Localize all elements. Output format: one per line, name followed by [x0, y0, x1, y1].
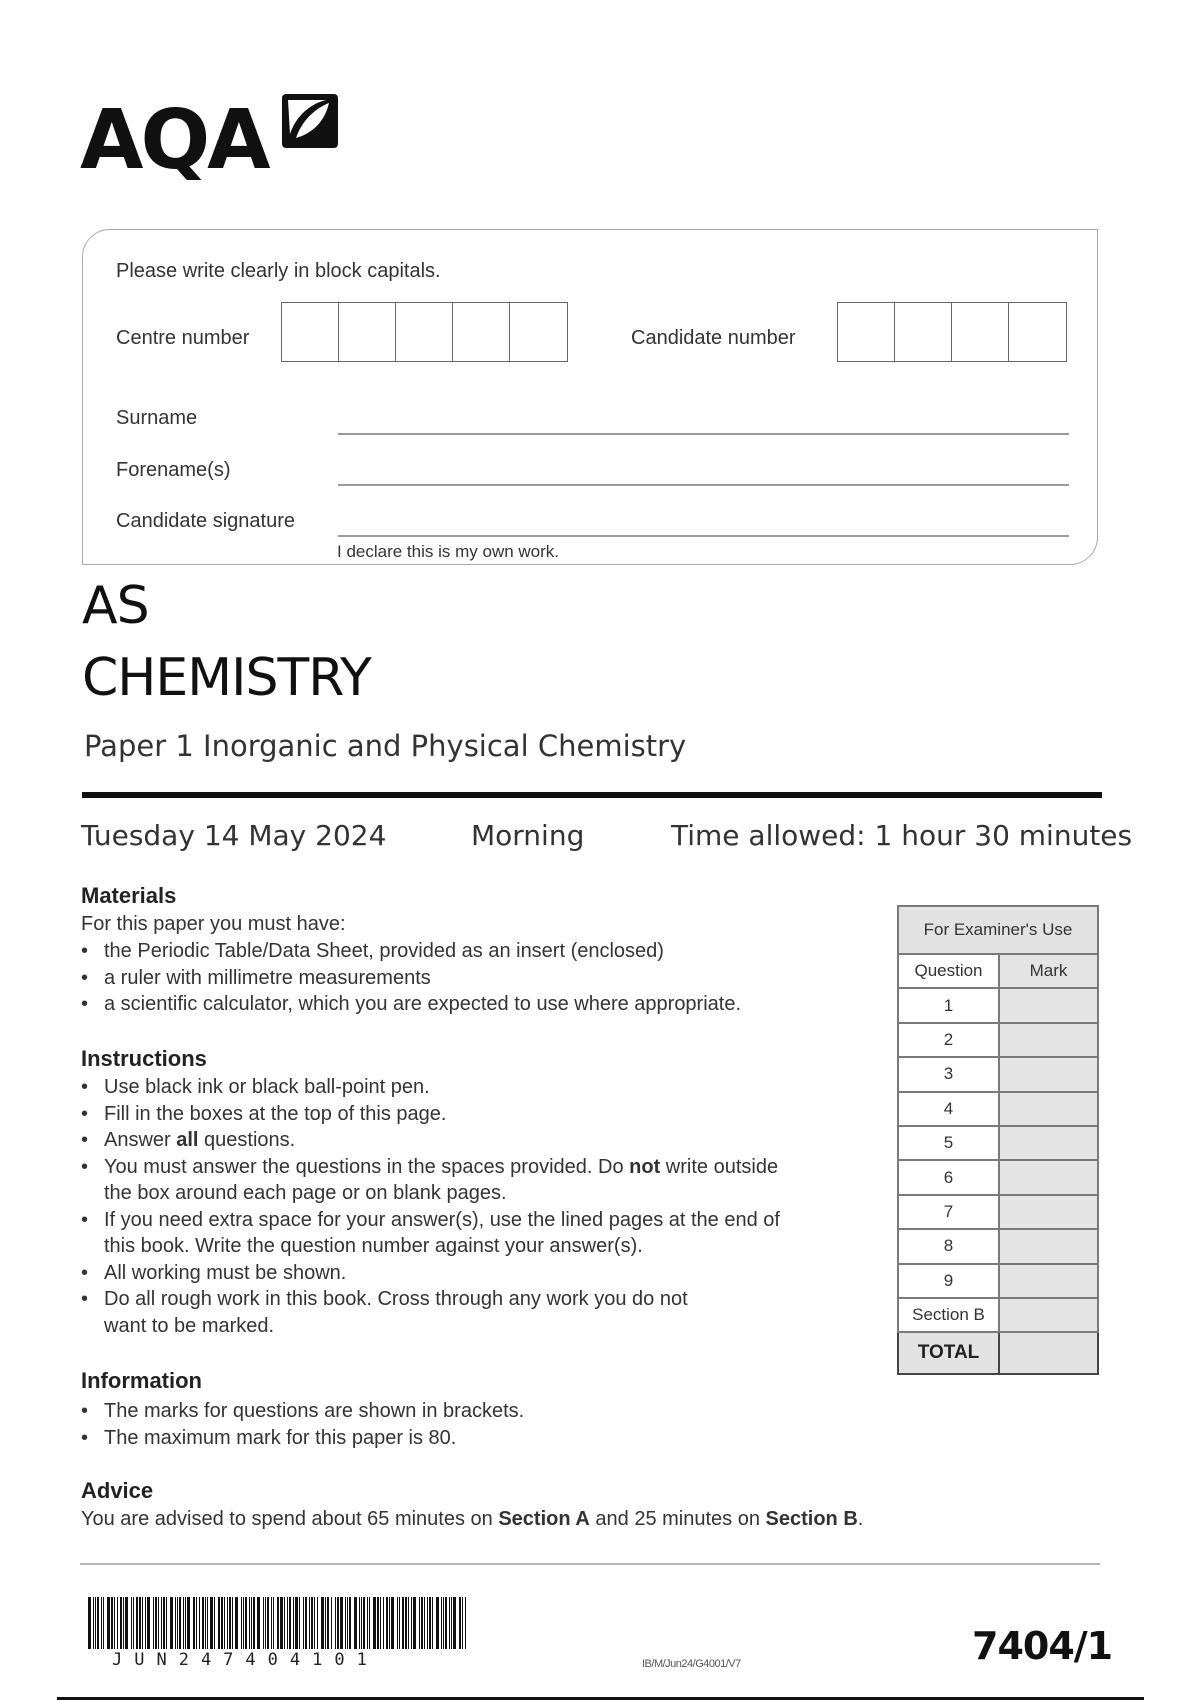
question-column-header: Question [898, 954, 999, 988]
barcode-bar [397, 1597, 398, 1649]
barcode-bar [377, 1597, 379, 1649]
mark-cell [999, 1092, 1098, 1126]
barcode-bar [202, 1597, 204, 1649]
barcode-bar [451, 1597, 452, 1649]
footer-divider [80, 1563, 1100, 1565]
aqa-logo [80, 94, 340, 190]
barcode-bar [229, 1597, 231, 1649]
total-label: TOTAL [898, 1332, 999, 1374]
information-list [81, 1398, 524, 1451]
barcode-bar [221, 1597, 223, 1649]
barcode-text: JUN247404101 [112, 1650, 379, 1670]
subject-title: CHEMISTRY [82, 648, 371, 708]
question-number: 7 [898, 1195, 999, 1229]
question-number: 5 [898, 1126, 999, 1160]
barcode-bar [413, 1597, 416, 1649]
barcode-bar [289, 1597, 291, 1649]
barcode-bar [163, 1597, 165, 1649]
barcode-bar [101, 1597, 102, 1649]
barcode-bar [199, 1597, 200, 1649]
barcode-bar [408, 1597, 409, 1649]
centre-number-label: Centre number [116, 327, 250, 349]
signature-field[interactable] [338, 535, 1069, 537]
barcode-bar [419, 1597, 420, 1649]
barcode-bar [462, 1597, 463, 1649]
question-number: 4 [898, 1092, 999, 1126]
mark-cell [999, 1229, 1098, 1263]
barcode-bar [449, 1597, 450, 1649]
barcode-bar [161, 1597, 162, 1649]
instructions-item: • Do all rough work in this book. Cross through any work you do not want to be marked. [81, 1286, 780, 1339]
barcode-bar [273, 1597, 274, 1649]
barcode-bar [187, 1597, 190, 1649]
candidate-number-field[interactable] [837, 302, 1067, 362]
barcode-bar [465, 1597, 466, 1649]
barcode-bar [131, 1597, 132, 1649]
mark-cell [999, 1126, 1098, 1160]
mark-cell [999, 1023, 1098, 1057]
mark-cell [999, 1264, 1098, 1298]
barcode-bar [97, 1597, 99, 1649]
question-number: 3 [898, 1057, 999, 1091]
barcode-bar [314, 1597, 315, 1649]
barcode-bar [133, 1597, 134, 1649]
mark-column-header: Mark [999, 954, 1098, 988]
barcode-bar [95, 1597, 96, 1649]
barcode-bar [284, 1597, 285, 1649]
barcode-bar [391, 1597, 394, 1649]
barcode-bar [263, 1597, 264, 1649]
barcode-bar [103, 1597, 104, 1649]
barcode-bar [218, 1597, 220, 1649]
advice-text: You are advised to spend about 65 minutes on Section A and 25 minutes on Section B. [81, 1508, 864, 1530]
barcode-bar [432, 1597, 433, 1649]
surname-field[interactable] [338, 433, 1069, 435]
instructions-heading: Instructions [81, 1046, 207, 1071]
qualification-level: AS [82, 576, 149, 636]
examiners-use-table [897, 905, 1099, 1375]
materials-item: • the Periodic Table/Data Sheet, provided as an insert (enclosed) [81, 938, 741, 965]
candidate-number-digit[interactable] [952, 303, 1009, 361]
barcode-bar [337, 1597, 339, 1649]
barcode-bar [349, 1597, 351, 1649]
barcode-bar [196, 1597, 197, 1649]
mark-cell [999, 1298, 1098, 1332]
question-number: 9 [898, 1264, 999, 1298]
question-number: 1 [898, 988, 999, 1022]
instructions-item: • Fill in the boxes at the top of this page. [81, 1101, 780, 1128]
candidate-details-box [82, 229, 1098, 565]
barcode-bar [361, 1597, 362, 1649]
barcode-bar [309, 1597, 310, 1649]
mark-cell [999, 988, 1098, 1022]
barcode-bar [331, 1597, 332, 1649]
barcode-bar [185, 1597, 186, 1649]
barcode-bar [179, 1597, 181, 1649]
barcode-bar [380, 1597, 381, 1649]
examiners-use-title: For Examiner's Use [898, 906, 1098, 954]
barcode-bar [177, 1597, 178, 1649]
forenames-label: Forename(s) [116, 459, 231, 481]
barcode-bar [158, 1597, 159, 1649]
barcode-bar [386, 1597, 388, 1649]
question-number: 6 [898, 1160, 999, 1194]
barcode-bar [317, 1597, 318, 1649]
barcode-bar [399, 1597, 400, 1649]
time-allowed: Time allowed: 1 hour 30 minutes [671, 819, 1133, 852]
paper-code: 7404/1 [972, 1624, 1113, 1668]
barcode-bar [207, 1597, 208, 1649]
barcode-bar [327, 1597, 329, 1649]
barcode-bar [117, 1597, 118, 1649]
barcode-bar [153, 1597, 154, 1649]
barcode-bar [136, 1597, 138, 1649]
barcode-bar [427, 1597, 428, 1649]
barcode-bar [271, 1597, 272, 1649]
barcode-bar [305, 1597, 307, 1649]
barcode-bar [183, 1597, 184, 1649]
barcode-bar [287, 1597, 288, 1649]
candidate-number-digit[interactable] [895, 303, 952, 361]
barcode-bar [411, 1597, 412, 1649]
block-capitals-instruction: Please write clearly in block capitals. [116, 260, 441, 282]
barcode-bar [253, 1597, 255, 1649]
logo-text: AQA [80, 93, 268, 188]
materials-list [81, 938, 741, 1018]
materials-item: • a ruler with millimetre measurements [81, 965, 741, 992]
barcode-bar [214, 1597, 215, 1649]
mark-cell [999, 1160, 1098, 1194]
barcode-bar [354, 1597, 357, 1649]
barcode-bar [299, 1597, 300, 1649]
barcode-bar [88, 1597, 91, 1649]
barcode-bar [125, 1597, 128, 1649]
own-work-declaration: I declare this is my own work. [337, 542, 560, 561]
barcode-bar [389, 1597, 390, 1649]
barcode-bar [175, 1597, 176, 1649]
question-number: Section B [898, 1298, 999, 1332]
barcode-bar [405, 1597, 407, 1649]
barcode [88, 1597, 470, 1649]
barcode-bar [120, 1597, 122, 1649]
barcode-bar [166, 1597, 167, 1649]
barcode-bar [224, 1597, 225, 1649]
question-number: 8 [898, 1229, 999, 1263]
barcode-bar [232, 1597, 233, 1649]
paper-title: Paper 1 Inorganic and Physical Chemistry [84, 729, 687, 763]
barcode-bar [429, 1597, 431, 1649]
barcode-bar [295, 1597, 298, 1649]
centre-number-digit[interactable] [339, 303, 396, 361]
barcode-bar [123, 1597, 124, 1649]
barcode-bar [347, 1597, 348, 1649]
barcode-bar [245, 1597, 247, 1649]
mark-cell [999, 1195, 1098, 1229]
barcode-bar [421, 1597, 423, 1649]
question-number: 2 [898, 1023, 999, 1057]
barcode-bar [155, 1597, 157, 1649]
barcode-bar [445, 1597, 447, 1649]
barcode-bar [147, 1597, 150, 1649]
barcode-bar [265, 1597, 266, 1649]
exam-session: Morning [471, 819, 585, 852]
advice-heading: Advice [81, 1478, 154, 1503]
barcode-bar [363, 1597, 365, 1649]
barcode-bar [443, 1597, 444, 1649]
barcode-bar [303, 1597, 304, 1649]
barcode-bar [241, 1597, 242, 1649]
instructions-item: • Answer all questions. [81, 1127, 780, 1154]
barcode-bar [235, 1597, 238, 1649]
centre-number-digit[interactable] [396, 303, 453, 361]
instructions-list [81, 1074, 780, 1339]
barcode-bar [205, 1597, 206, 1649]
signature-label: Candidate signature [116, 510, 296, 532]
forenames-field[interactable] [338, 484, 1069, 486]
barcode-bar [193, 1597, 195, 1649]
barcode-bar [373, 1597, 376, 1649]
barcode-bar [93, 1597, 94, 1649]
barcode-bar [367, 1597, 368, 1649]
barcode-bar [453, 1597, 456, 1649]
candidate-number-digit[interactable] [838, 303, 895, 361]
information-item: • The maximum mark for this paper is 80. [81, 1425, 524, 1452]
candidate-number-digit[interactable] [1009, 303, 1066, 361]
information-item: • The marks for questions are shown in brackets. [81, 1398, 524, 1425]
barcode-bar [257, 1597, 260, 1649]
barcode-bar [340, 1597, 343, 1649]
barcode-bar [249, 1597, 250, 1649]
barcode-bar [311, 1597, 313, 1649]
barcode-bar [170, 1597, 173, 1649]
barcode-bar [142, 1597, 143, 1649]
barcode-bar [107, 1597, 110, 1649]
centre-number-digit[interactable] [282, 303, 339, 361]
reference-code: IB/M/Jun24/G4001/V7 [642, 1658, 741, 1670]
candidate-number-label: Candidate number [631, 327, 796, 349]
total-mark-cell [999, 1332, 1098, 1374]
barcode-bar [424, 1597, 425, 1649]
barcode-bar [114, 1597, 115, 1649]
barcode-bar [325, 1597, 326, 1649]
instructions-item: • You must answer the questions in the spaces provided. Do not write outside the box around each page or on blank pages. [81, 1154, 780, 1207]
centre-number-field[interactable] [281, 302, 568, 362]
barcode-bar [111, 1597, 113, 1649]
surname-label: Surname [116, 407, 198, 429]
barcode-bar [459, 1597, 461, 1649]
barcode-bar [210, 1597, 213, 1649]
materials-heading: Materials [81, 883, 177, 908]
barcode-bar [369, 1597, 370, 1649]
barcode-bar [251, 1597, 252, 1649]
barcode-bar [293, 1597, 294, 1649]
barcode-bar [243, 1597, 244, 1649]
barcode-bar [145, 1597, 146, 1649]
barcode-bar [383, 1597, 384, 1649]
barcode-bar [402, 1597, 404, 1649]
barcode-bar [359, 1597, 360, 1649]
instructions-item: • If you need extra space for your answer(s), use the lined pages at the end of this book. Write the question number against your answer(s). [81, 1207, 780, 1260]
barcode-bar [335, 1597, 336, 1649]
barcode-bar [321, 1597, 324, 1649]
materials-item: • a scientific calculator, which you are expected to use where appropriate. [81, 991, 741, 1018]
exam-date: Tuesday 14 May 2024 [81, 819, 387, 852]
barcode-bar [345, 1597, 346, 1649]
barcode-bar [280, 1597, 283, 1649]
barcode-bar [267, 1597, 269, 1649]
information-heading: Information [81, 1368, 202, 1393]
title-divider [82, 792, 1102, 798]
barcode-bar [436, 1597, 439, 1649]
mark-cell [999, 1057, 1098, 1091]
barcode-bar [441, 1597, 442, 1649]
instructions-item: • All working must be shown. [81, 1260, 780, 1287]
centre-number-digit[interactable] [453, 303, 510, 361]
centre-number-digit[interactable] [510, 303, 567, 361]
barcode-bar [227, 1597, 228, 1649]
barcode-bar [277, 1597, 279, 1649]
materials-intro: For this paper you must have: [81, 913, 346, 935]
barcode-bar [139, 1597, 141, 1649]
aqa-leaf-icon [282, 94, 338, 148]
instructions-item: • Use black ink or black ball-point pen. [81, 1074, 780, 1101]
